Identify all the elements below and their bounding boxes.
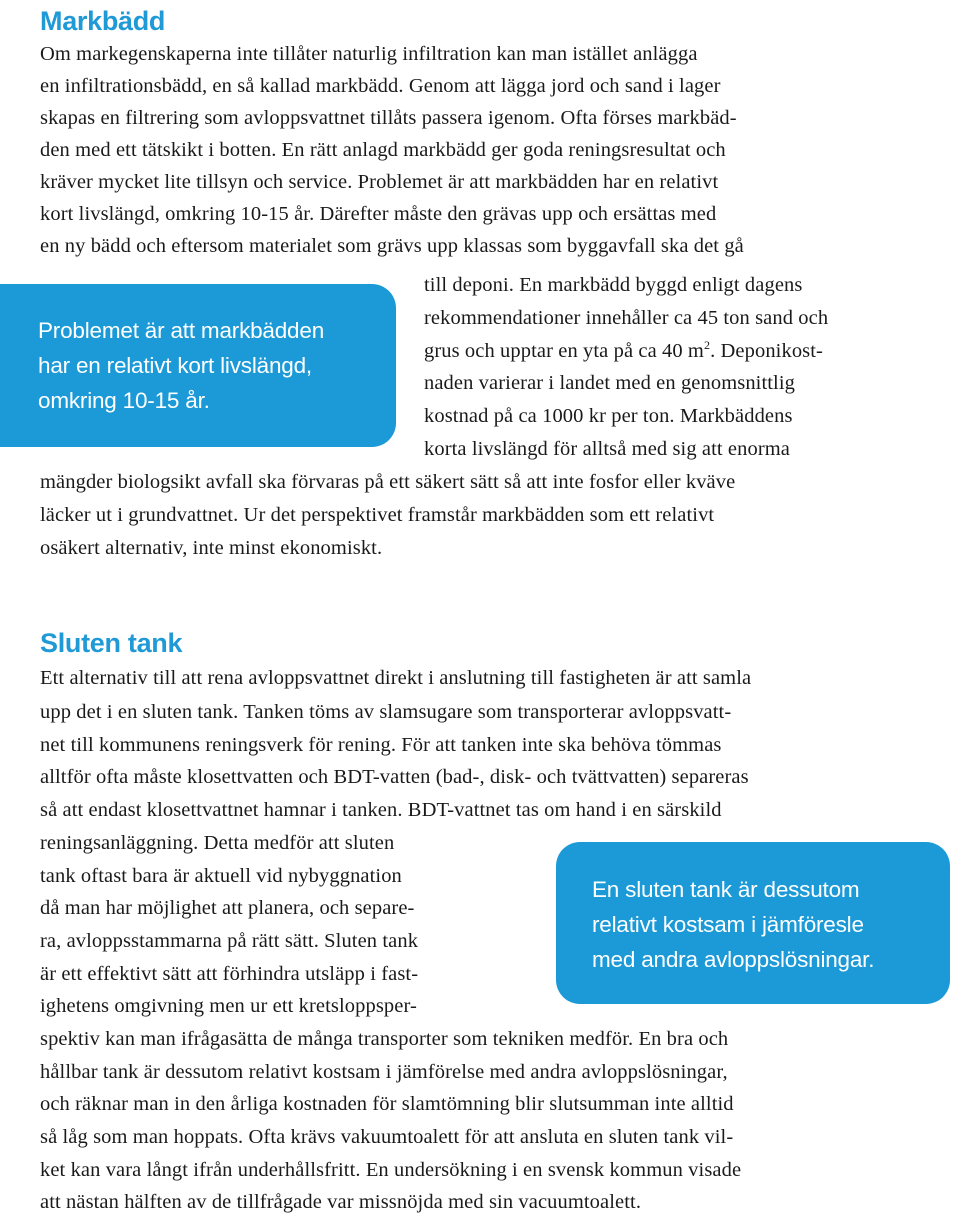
- callout-line: relativt kostsam i jämföresle: [592, 912, 864, 937]
- callout-line: omkring 10-15 år.: [38, 388, 210, 413]
- body-text-line: net till kommunens reningsverk för rening. För att tanken inte ska behöva tömmas: [40, 734, 722, 756]
- callout-line: med andra avloppslösningar.: [592, 947, 875, 972]
- body-text-line: Om markegenskaperna inte tillåter naturlig infiltration kan man istället anlägga: [40, 43, 698, 65]
- body-text-line: mängder biologsikt avfall ska förvaras på ett säkert sätt så att inte fosfor eller kväve: [40, 471, 736, 493]
- body-text-line: kräver mycket lite tillsyn och service. Problemet är att markbädden har en relativt: [40, 171, 719, 193]
- callout-line: En sluten tank är dessutom: [592, 877, 860, 902]
- body-text-line: då man har möjlighet att planera, och separe-: [40, 897, 415, 919]
- body-text-line: ra, avloppsstammarna på rätt sätt. Sluten tank: [40, 930, 419, 952]
- body-text-line: och räknar man in den årliga kostnaden för slamtömning blir slutsumman inte alltid: [40, 1093, 734, 1115]
- body-text-line: är ett effektivt sätt att förhindra utsläpp i fast-: [40, 963, 419, 985]
- superscript: 2: [703, 338, 711, 353]
- body-text-line: så låg som man hoppats. Ofta krävs vakuumtoalett för att ansluta en sluten tank vil-: [40, 1126, 734, 1148]
- body-text-line: [424, 339, 823, 363]
- body-text-line: en infiltrationsbädd, en så kallad markbädd. Genom att lägga jord och sand i lager: [40, 75, 721, 97]
- body-text-line: en ny bädd och eftersom materialet som grävs upp klassas som byggavfall ska det gå: [40, 235, 744, 257]
- body-text-line: rekommendationer innehåller ca 45 ton sand och: [424, 307, 829, 329]
- body-text-line: så att endast klosettvattnet hamnar i tanken. BDT-vattnet tas om hand i en särskild: [40, 799, 722, 821]
- body-text-segment: grus och upptar en yta på ca 40 m: [424, 340, 704, 362]
- body-text-line: korta livslängd för alltså med sig att enorma: [424, 438, 791, 460]
- callout-line: Problemet är att markbädden: [38, 318, 325, 343]
- body-text-line: reningsanläggning. Detta medför att sluten: [40, 832, 395, 854]
- pull-quote-callout: [0, 284, 396, 447]
- body-text-line: till deponi. En markbädd byggd enligt dagens: [424, 274, 803, 296]
- body-text-line: osäkert alternativ, inte minst ekonomiskt.: [40, 537, 383, 559]
- section-heading-markbadd: Markbädd: [40, 6, 166, 36]
- body-text-segment: . Deponikost-: [710, 340, 823, 362]
- body-text-line: ighetens omgivning men ur ett kretsloppsper-: [40, 995, 417, 1017]
- body-text-line: att nästan hälften av de tillfrågade var missnöjda med sin vacuumtoalett.: [40, 1191, 642, 1213]
- body-text-line: den med ett tätskikt i botten. En rätt anlagd markbädd ger goda reningsresultat och: [40, 139, 726, 161]
- body-text-line: läcker ut i grundvattnet. Ur det perspektivet framstår markbädden som ett relativt: [40, 504, 715, 526]
- body-text-line: naden varierar i landet med en genomsnittlig: [424, 372, 795, 394]
- body-text-line: skapas en filtrering som avloppsvattnet tillåts passera igenom. Ofta förses markbäd-: [40, 107, 737, 129]
- body-text-line: spektiv kan man ifrågasätta de många transporter som tekniken medför. En bra och: [40, 1028, 729, 1050]
- body-text-line: tank oftast bara är aktuell vid nybyggnation: [40, 865, 402, 887]
- body-text-line: Ett alternativ till att rena avloppsvattnet direkt i anslutning till fastigheten är att samla: [40, 667, 752, 689]
- pull-quote-callout: [556, 842, 950, 1004]
- body-text-line: kort livslängd, omkring 10-15 år. Därefter måste den grävas upp och ersättas med: [40, 203, 717, 225]
- body-text-line: kostnad på ca 1000 kr per ton. Markbäddens: [424, 405, 793, 427]
- body-text-line: upp det i en sluten tank. Tanken töms av slamsugare som transporterar avloppsvatt-: [40, 701, 732, 723]
- callout-line: har en relativt kort livslängd,: [38, 353, 312, 378]
- body-text-line: ket kan vara långt ifrån underhållsfritt. En undersökning i en svensk kommun visade: [40, 1159, 742, 1181]
- body-text-line: hållbar tank är dessutom relativt kostsam i jämförelse med andra avloppslösningar,: [40, 1061, 728, 1083]
- body-text-line: alltför ofta måste klosettvatten och BDT-vatten (bad-, disk- och tvättvatten) separeras: [40, 766, 749, 788]
- section-heading-sluten-tank: Sluten tank: [40, 628, 183, 658]
